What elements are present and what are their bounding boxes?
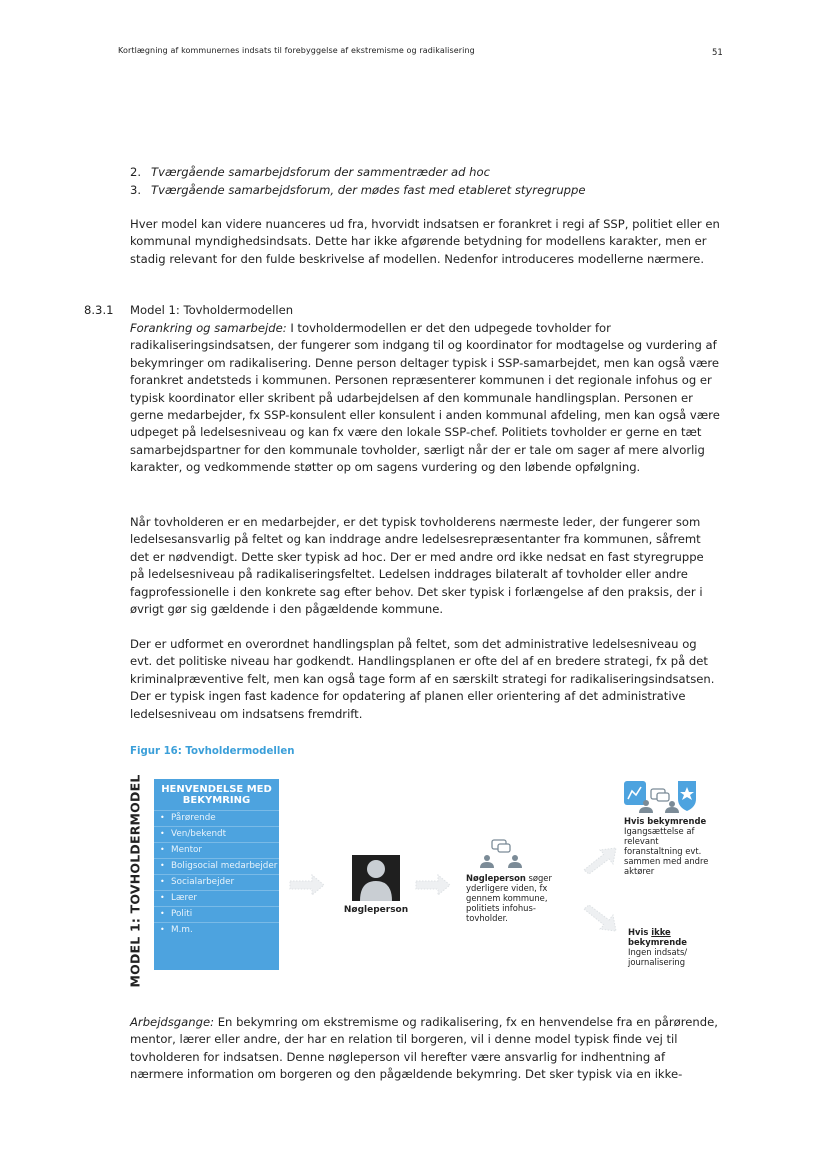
running-header: Kortlægning af kommunernes indsats til forebyggelse af ekstremisme og radikalisering — [118, 46, 475, 55]
concerning-outcome — [624, 816, 714, 876]
paragraph-text: En bekymring om ekstremisme og radikalisering, fx en henvendelse fra en pårørende, mentor, lærer eller andre, der har en relation til borgeren, vil i denne model typisk finde vej til tovholderen for indsatsen. Denne nøgleperson vil herefter være ansvarlig for indhentning af nærmere information om borgeren og den pågældende bekymring. Det sker typisk via en ikke- — [130, 1015, 718, 1082]
key-person-icon — [352, 855, 400, 901]
arrow-down-right-icon — [580, 905, 620, 935]
list-item: • Boligsocial medarbejder — [154, 858, 279, 874]
list-item-number: 2. — [130, 165, 142, 179]
list-item-number: 3. — [130, 183, 142, 197]
page-number: 51 — [712, 48, 723, 58]
list-item — [130, 183, 586, 197]
list-item: • Socialarbejder — [154, 874, 279, 890]
outcome-title: Hvis ikke bekymrende — [628, 927, 687, 947]
section-paragraph-2 — [130, 514, 720, 618]
list-item: • Lærer — [154, 890, 279, 906]
outcome-text: Ingen indsats/ journalisering — [628, 947, 688, 967]
key-person-description: Nøgleperson søger yderligere viden, fx gennem kommune, politiets infohus-tovholder. — [466, 873, 552, 923]
concern-source-box — [154, 779, 279, 970]
not-concerning-outcome — [628, 927, 718, 967]
intro-text: Hver model kan videre nuanceres ud fra, hvorvidt indsatsen er forankret i regi af SSP, politiet eller en kommunal myndighedsindsats. Dette har ikke afgørende betydning for modellens karakter, men er stadig relevant for den fulde beskrivelse af modellen. Nedenfor introduceres modellerne nærmere. — [130, 217, 720, 266]
model-vertical-label: MODEL 1: TOVHOLDERMODEL — [127, 774, 143, 987]
paragraph-text: Der er udformet en overordnet handlingsplan på feltet, som det administrative ledelsesniveau og evt. det politiske niveau har godkendt. Handlingsplanen er ofte del af en bredere strategi, fx på det kriminalpræventive felt, men kan også tage form af en særskilt strategi for radikaliseringsindsatsen. Der er typisk ingen fast kadence for opdatering af planen eller orientering af det administrative ledelsesniveau om indsatsens fremdrift. — [130, 637, 715, 721]
list-item: • Politi — [154, 906, 279, 922]
section-paragraph-3 — [130, 636, 720, 723]
section-paragraph-1 — [130, 320, 720, 477]
action-icons — [624, 779, 698, 813]
arrow-right-icon — [414, 872, 452, 898]
list-item-text: Tværgående samarbejdsforum, der mødes fast med etableret styregruppe — [151, 183, 586, 197]
outcome-title: Hvis bekymrende — [624, 816, 707, 826]
outcome-text: Igangsættelse af relevant foranstaltning evt. sammen med andre aktører — [624, 826, 709, 876]
source-list — [154, 810, 279, 938]
section-title: Model 1: Tovholdermodellen — [130, 303, 294, 317]
list-item: • Ven/bekendt — [154, 826, 279, 842]
list-item — [130, 165, 490, 179]
list-item-text: Tværgående samarbejdsforum der sammentræder ad hoc — [151, 165, 490, 179]
box-title: HENVENDELSE MED BEKYMRING — [161, 784, 272, 806]
key-person-label: Nøgleperson — [343, 905, 409, 915]
arrow-right-icon — [288, 872, 326, 898]
list-item: • Pårørende — [154, 810, 279, 826]
paragraph-text: I tovholdermodellen er det den udpegede tovholder for radikaliseringsindsatsen, der fungerer som indgang til og koordinator for modtagelse og vurdering af bekymringer om radikalisering. Denne person deltager typisk i SSP-samarbejdet, men kan også være forankret andetsteds i kommunen. Personen repræsenterer kommunen i det regionale infohus og er typisk koordinator eller skribent på udarbejdelsen af den kommunale handlingsplan. Personen er gerne medarbejder, fx SSP-konsulent eller konsulent i anden kommunal afdeling, men kan også være udpeget på ledelsesniveau og kan fx være den lokale SSP-chef. Politiets tovholder er gerne en tæt samarbejdspartner for den kommunale tovholder, særligt når der er tale om sager af mere alvorlig karakter, og vedkommende støtter op om sagens vurdering og den løbende opfølgning. — [130, 321, 720, 475]
people-chat-icon — [478, 838, 524, 868]
section-number: 8.3.1 — [84, 303, 114, 317]
arrow-up-right-icon — [580, 844, 620, 874]
closing-paragraph — [130, 1014, 720, 1084]
figure-caption: Figur 16: Tovholdermodellen — [130, 746, 295, 757]
intro-paragraph — [130, 216, 720, 268]
paragraph-text: Når tovholderen er en medarbejder, er det typisk tovholderens nærmeste leder, der fungerer som ledelsesansvarlig på feltet og kan inddrage andre ledelsesrepræsentanter fra kommunen, såfremt det er nødvendigt. Dette sker typisk ad hoc. Der er med andre ord ikke nedsat en fast styregruppe på ledelsesniveau på radikaliseringsfeltet. Ledelsen inddrages bilateralt af tovholder eller andre fagprofessionelle i den konkrete sag efter behov. Det sker typisk i forlængelse af den praksis, der i øvrigt gør sig gældende i den pågældende kommune. — [130, 515, 704, 617]
list-item: • M.m. — [154, 922, 279, 938]
list-item: • Mentor — [154, 842, 279, 858]
paragraph-lead: Arbejdsgange: — [130, 1015, 215, 1029]
paragraph-lead: Forankring og samarbejde: — [130, 321, 287, 335]
